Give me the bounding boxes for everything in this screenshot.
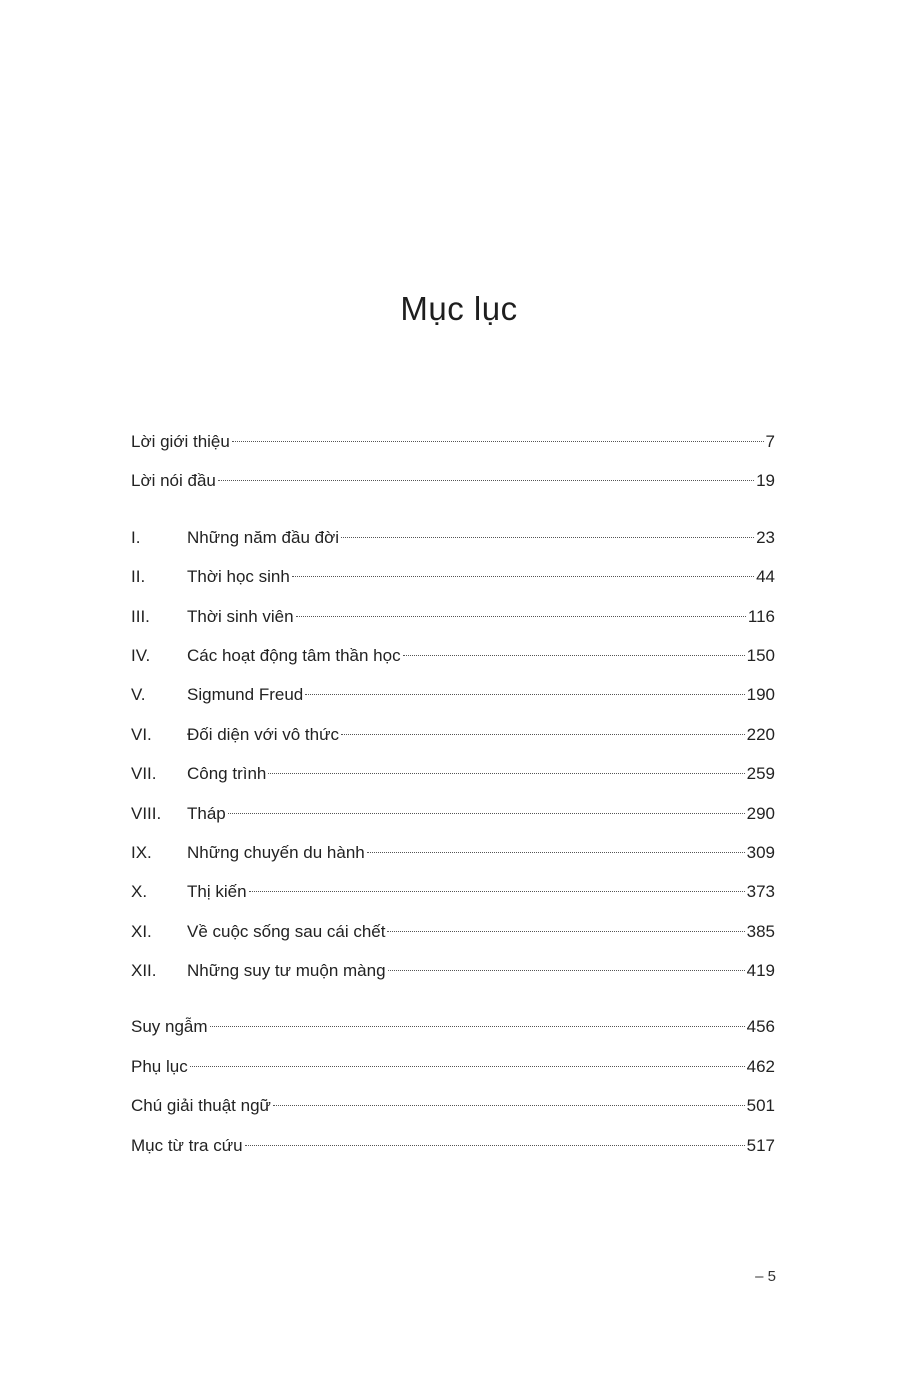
table-of-contents <box>131 422 775 1165</box>
dot-leader <box>273 1105 745 1106</box>
entry-title: Sigmund Freud <box>187 685 304 705</box>
entry-page-number: 19 <box>756 471 775 491</box>
entry-page-number: 150 <box>746 645 775 665</box>
toc-entry <box>131 597 775 636</box>
chapter-number: X. <box>131 882 148 902</box>
page-number: – 5 <box>755 1268 776 1285</box>
entry-page-number: 309 <box>746 842 775 862</box>
chapter-number: II. <box>131 567 146 587</box>
entry-page-number: 456 <box>746 1017 775 1037</box>
entry-title: Về cuộc sống sau cái chết <box>187 921 386 941</box>
dot-leader <box>190 1066 745 1067</box>
toc-entry <box>131 872 775 911</box>
entry-title: Lời giới thiệu <box>131 432 230 451</box>
dot-leader <box>341 537 754 538</box>
dot-leader <box>245 1145 745 1146</box>
dot-leader <box>403 655 745 656</box>
entry-title: Những suy tư muộn màng <box>187 961 386 981</box>
entry-title: Các hoạt động tâm thần học <box>187 645 401 665</box>
toc-entry <box>131 636 775 675</box>
chapter-number: XII. <box>131 961 157 981</box>
toc-entry <box>131 1086 775 1125</box>
dot-leader <box>296 616 746 617</box>
toc-entry <box>131 833 775 872</box>
page-title: Mục lục <box>400 290 518 327</box>
dot-leader <box>228 813 745 814</box>
entry-title: Thời sinh viên <box>187 606 294 626</box>
entry-page-number: 501 <box>746 1096 775 1116</box>
dot-leader <box>232 441 764 442</box>
dot-leader <box>218 480 754 481</box>
entry-title: Thời học sinh <box>187 567 290 587</box>
entry-page-number: 290 <box>746 803 775 823</box>
chapter-number: IV. <box>131 645 151 665</box>
chapter-number: VII. <box>131 764 157 784</box>
chapter-number: III. <box>131 606 150 626</box>
entry-page-number: 44 <box>756 567 775 587</box>
dot-leader <box>387 931 744 932</box>
entry-title: Công trình <box>187 764 267 784</box>
toc-entry <box>131 518 775 557</box>
dot-leader <box>249 891 745 892</box>
front-matter-list <box>131 422 775 501</box>
chapter-number: I. <box>131 527 141 547</box>
entry-page-number: 373 <box>746 882 775 902</box>
entry-page-number: 7 <box>765 432 775 451</box>
dot-leader <box>292 576 754 577</box>
dot-leader <box>367 852 745 853</box>
toc-entry <box>131 754 775 793</box>
dot-leader <box>268 773 744 774</box>
toc-entry <box>131 1047 775 1086</box>
dot-leader <box>305 694 744 695</box>
entry-page-number: 116 <box>747 606 775 626</box>
entry-page-number: 259 <box>746 764 775 784</box>
entry-title: Suy ngẫm <box>131 1017 208 1037</box>
chapter-number: VI. <box>131 724 152 744</box>
entry-title: Thị kiến <box>187 882 247 902</box>
entry-page-number: 220 <box>746 724 775 744</box>
entry-page-number: 517 <box>746 1135 775 1155</box>
entry-page-number: 419 <box>746 961 775 981</box>
chapter-number: V. <box>131 685 146 705</box>
dot-leader <box>210 1026 745 1027</box>
entry-title: Mục từ tra cứu <box>131 1135 243 1155</box>
entry-page-number: 190 <box>746 685 775 705</box>
toc-entry <box>131 422 775 461</box>
toc-entry <box>131 715 775 754</box>
toc-entry <box>131 1007 775 1046</box>
toc-entry <box>131 1126 775 1165</box>
entry-page-number: 462 <box>746 1056 775 1076</box>
dot-leader <box>341 734 745 735</box>
entry-page-number: 23 <box>756 527 775 547</box>
dot-leader <box>388 970 745 971</box>
entry-title: Tháp <box>187 803 226 823</box>
back-matter-list <box>131 1007 775 1165</box>
entry-title: Những chuyến du hành <box>187 842 365 862</box>
chapter-number: VIII. <box>131 803 162 823</box>
chapter-number: IX. <box>131 842 152 862</box>
entry-title: Chú giải thuật ngữ <box>131 1096 271 1116</box>
chapter-list <box>131 518 775 991</box>
toc-entry <box>131 461 775 500</box>
entry-title: Những năm đầu đời <box>187 527 340 547</box>
entry-page-number: 385 <box>746 921 775 941</box>
toc-entry <box>131 794 775 833</box>
entry-title: Đối diện với vô thức <box>187 724 339 744</box>
toc-entry <box>131 951 775 990</box>
toc-entry <box>131 675 775 714</box>
toc-entry <box>131 912 775 951</box>
chapter-number: XI. <box>131 921 152 941</box>
entry-title: Lời nói đầu <box>131 471 216 491</box>
toc-entry <box>131 557 775 596</box>
entry-title: Phụ lục <box>131 1056 188 1076</box>
